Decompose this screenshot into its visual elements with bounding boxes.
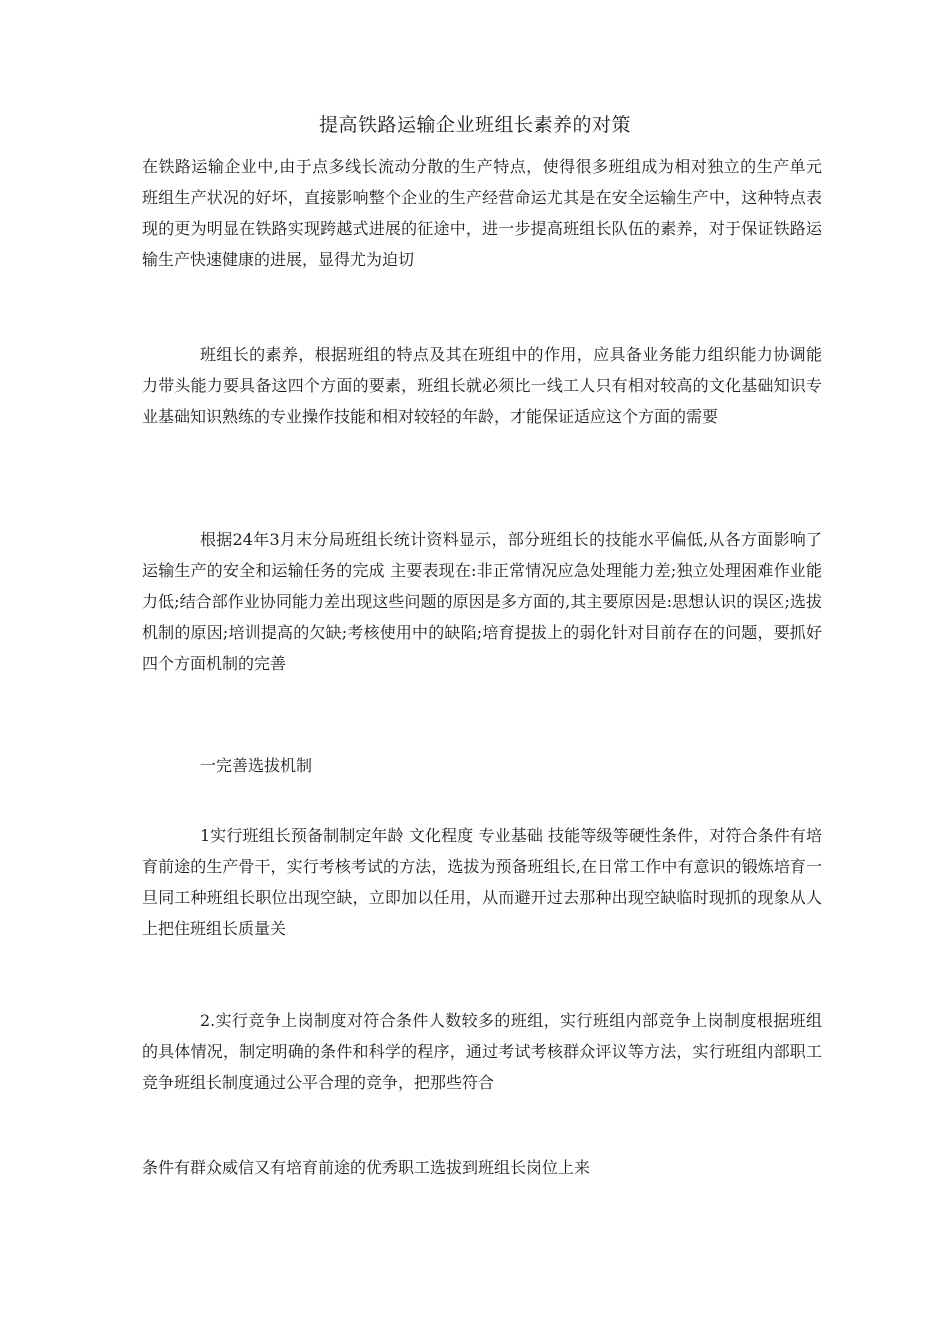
document-title: 提高铁路运输企业班组长素养的对策 <box>318 114 631 136</box>
paragraph-statistics: 根据24年3月末分局班组长统计资料显示，部分班组长的技能水平偏低,从各方面影响了运输生产的安全和运输任务的完成 主要表现在:非正常情况应急处理能力差;独立处理困难作业能力低;结合部作业协同能力差出现这些问题的原因是多方面的,其主要原因是:思想认识的误区;选拔机制的原因;培训提高的欠缺;考核使用中的缺陷;培育提拔上的弱化针对目前存在的问题，要抓好四个方面机制的完善 <box>142 530 822 673</box>
section-heading-selection: 一完善选拔机制 <box>200 756 313 775</box>
paragraph-qualities: 班组长的素养，根据班组的特点及其在班组中的作用，应具备业务能力组织能力协调能力带头能力要具备这四个方面的要素，班组长就必须比一线工人只有相对较高的文化基础知识专业基础知识熟练的专业操作技能和相对较轻的年龄，才能保证适应这个方面的需要 <box>142 345 822 426</box>
paragraph-reserve-system: 1实行班组长预备制制定年龄 文化程度 专业基础 技能等级等硬性条件，对符合条件有培育前途的生产骨干，实行考核考试的方法，选拔为预备班组长,在日常工作中有意识的锻炼培育一旦同工种班组长职位出现空缺，立即加以任用，从而避开过去那种出现空缺临时现抓的现象从人上把住班组长质量关 <box>142 826 822 938</box>
paragraph-competition-system: 2.实行竞争上岗制度对符合条件人数较多的班组，实行班组内部竞争上岗制度根据班组的具体情况，制定明确的条件和科学的程序，通过考试考核群众评议等方法，实行班组内部职工竞争班组长制度通过公平合理的竞争，把那些符合 <box>142 1011 822 1092</box>
paragraph-intro: 在铁路运输企业中,由于点多线长流动分散的生产特点，使得很多班组成为相对独立的生产单元 班组生产状况的好坏，直接影响整个企业的生产经营命运尤其是在安全运输生产中，这种特点表现的更为明显在铁路实现跨越式进展的征途中，进一步提高班组长队伍的素养，对于保证铁路运输生产快速健康的进展，显得尤为迫切 <box>142 157 822 269</box>
paragraph-continuation: 条件有群众威信又有培育前途的优秀职工选拔到班组长岗位上来 <box>142 1158 591 1177</box>
